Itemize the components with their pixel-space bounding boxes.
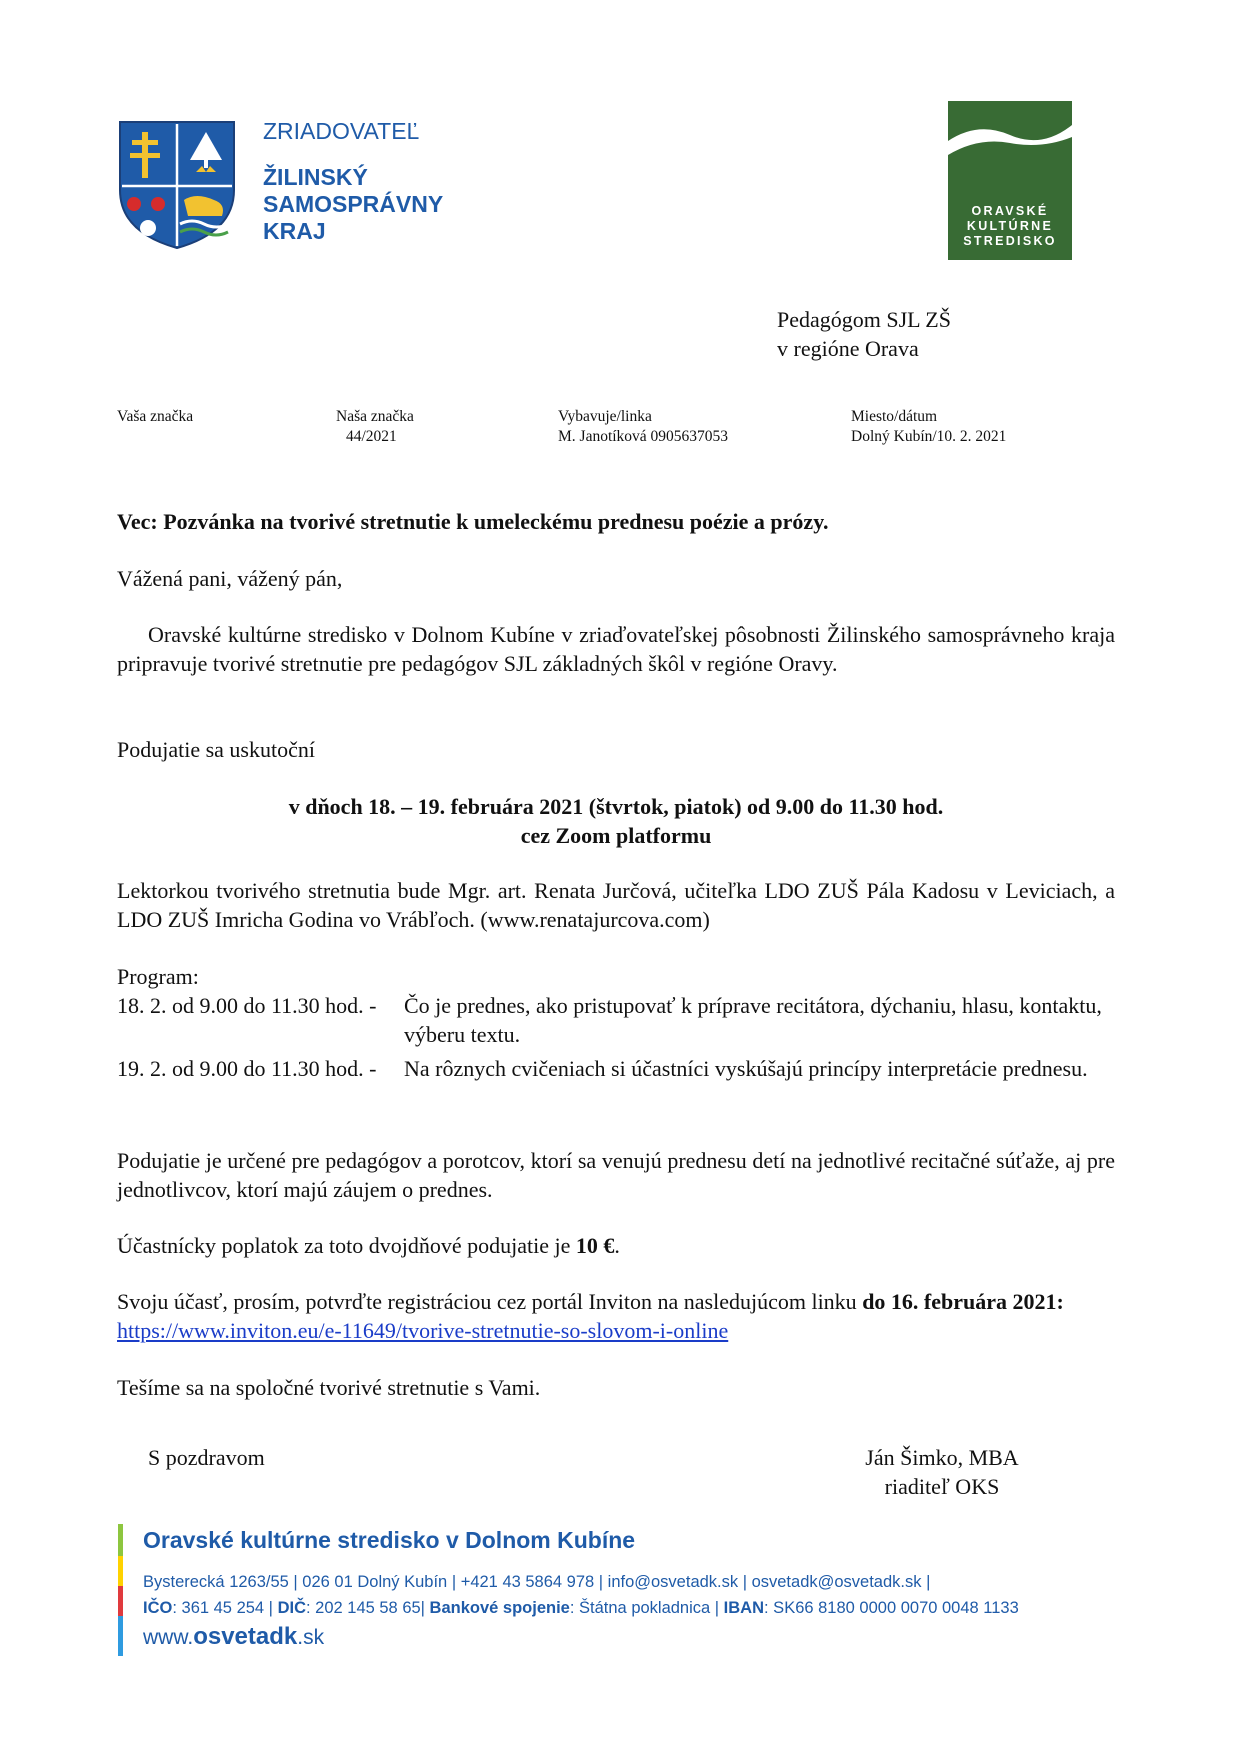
program-item-text: Čo je prednes, ako pristupovať k príprave recitátora, dýchaniu, hlasu, kontaktu, výberu textu. [404, 993, 1102, 1047]
paragraph-intro: Oravské kultúrne stredisko v Dolnom Kubíne v zriaďovateľskej pôsobnosti Žilinského samosprávneho kraja pripravuje tvorivé stretnutie pre pedagógov SJL základných škôl v regióne Oravy. [117, 622, 1115, 676]
program-item-date: 19. 2. od 9.00 do 11.30 hod. - [117, 1056, 377, 1081]
meta-handled-by: Vybavuje/linka M. Janotíková 0905637053 [558, 408, 729, 445]
meta-your-ref: Vaša značka [117, 408, 194, 425]
footer-bar-red [118, 1586, 123, 1616]
greeting: Vážená pani, vážený pán, [117, 566, 343, 591]
footer-website: www.osvetadk.sk [143, 1623, 325, 1650]
registration-link[interactable]: https://www.inviton.eu/e-11649/tvorive-stretnutie-so-slovom-i-online [117, 1318, 729, 1343]
closing-line: Tešíme sa na spoločné tvorivé stretnutie s Vami. [117, 1375, 541, 1400]
footer-company-ids: IČO: 361 45 254 | DIČ: 202 145 58 65| Bankové spojenie: Štátna pokladnica | IBAN: SK66 8180 0000 0070 0048 1133 [143, 1599, 1019, 1617]
oks-logo-text: ORAVSKÉ KULTÚRNE STREDISKO [963, 204, 1057, 248]
signer-name: Ján Šimko, MBA [865, 1445, 1019, 1470]
lecturer-paragraph: Lektorkou tvorivého stretnutia bude Mgr. art. Renata Jurčová, učiteľka LDO ZUŠ Pála Kadosu v Leviciach, a LDO ZUŠ Imricha Godina vo Vrábľoch. (www.renatajurcova.com) [117, 878, 1115, 932]
signer-title: riaditeľ OKS [884, 1474, 1000, 1499]
registration-paragraph: Svoju účasť, prosím, potvrďte registráciou cez portál Inviton na nasledujúcom linku do 16. februára 2021: https://www.inviton.eu/e-11649/tvorive-stretnutie-so-slovom-i-online [117, 1289, 1064, 1343]
wave-icon [948, 115, 1072, 175]
program-item-text: Na rôznych cvičeniach si účastníci vyskúšajú princípy interpretácie prednesu. [404, 1056, 1088, 1081]
signature-block [852, 1443, 1032, 1501]
founder-label: ZRIADOVATEĽ [263, 118, 420, 144]
event-venue: cez Zoom platformu [520, 823, 712, 848]
footer-org-name: Oravské kultúrne stredisko v Dolnom Kubíne [143, 1527, 636, 1553]
fee-line: Účastnícky poplatok za toto dvojdňové podujatie je 10 €. [117, 1233, 620, 1258]
recipient-address: Pedagógom SJL ZŠ v regióne Orava [777, 307, 951, 361]
footer-bar-green [118, 1524, 123, 1556]
footer-contact: Bysterecká 1263/55 | 026 01 Dolný Kubín | +421 43 5864 978 | info@osvetadk.sk | osvetadk@osvetadk.sk | [143, 1573, 931, 1591]
zsk-coat-of-arms [118, 120, 236, 250]
fee-amount: 10 € [575, 1233, 615, 1258]
regards: S pozdravom [148, 1445, 265, 1470]
program-heading: Program: [117, 964, 199, 989]
letter-subject: Vec: Pozvánka na tvorivé stretnutie k umeleckému prednesu poézie a prózy. [117, 509, 829, 534]
program-item-date: 18. 2. od 9.00 do 11.30 hod. - [117, 993, 377, 1018]
meta-place-date: Miesto/dátum Dolný Kubín/10. 2. 2021 [851, 408, 1007, 445]
event-dates: v dňoch 18. – 19. februára 2021 (štvrtok, piatok) od 9.00 do 11.30 hod. [288, 794, 944, 819]
region-name: ŽILINSKÝ SAMOSPRÁVNY KRAJ [263, 164, 444, 244]
footer-bar-blue [118, 1616, 123, 1656]
meta-our-ref: Naša značka 44/2021 [336, 408, 414, 445]
footer-bar-yellow [118, 1556, 123, 1586]
target-audience-paragraph: Podujatie je určené pre pedagógov a porotcov, ktorí sa venujú prednesu detí na jednotlivé recitačné súťaže, aj pre jednotlivcov, ktorí majú záujem o prednes. [117, 1148, 1115, 1202]
registration-deadline: do 16. februára 2021: [862, 1289, 1064, 1314]
event-intro: Podujatie sa uskutoční [117, 737, 315, 762]
